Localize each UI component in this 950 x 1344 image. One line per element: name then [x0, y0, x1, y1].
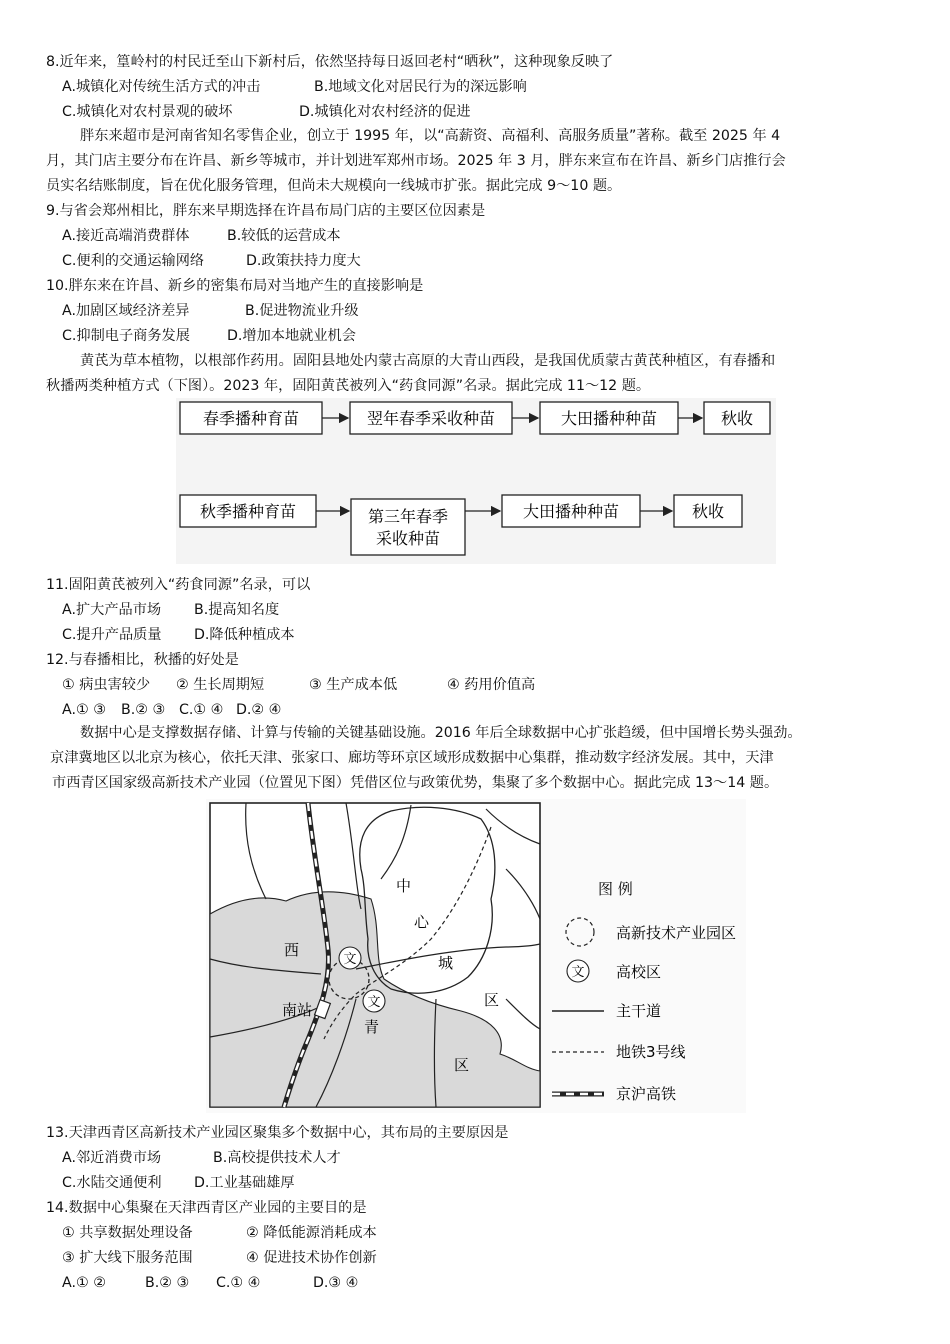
q12-statement-2: ② 生长周期短 — [176, 677, 265, 693]
q13-stem: 13.天津西青区高新技术产业园区聚集多个数据中心，其布局的主要原因是 — [46, 1125, 509, 1141]
spring-sowing-box — [180, 402, 322, 434]
legend-title: 图 例 — [598, 880, 633, 898]
q8-option-b[interactable]: B.地域文化对居民行为的深远影响 — [314, 79, 527, 95]
q14-options — [62, 1273, 358, 1293]
legend-hsr-label: 京沪高铁 — [616, 1085, 677, 1103]
svg-text:第三年春季: 第三年春季 — [367, 507, 449, 526]
q13-options-row1 — [62, 1148, 341, 1168]
svg-text:大田播种种苗: 大田播种种苗 — [560, 409, 658, 428]
q9-options-row1 — [62, 226, 341, 246]
q8-option-d[interactable]: D.城镇化对农村经济的促进 — [299, 104, 471, 120]
q10-option-c[interactable]: C.抑制电子商务发展 — [62, 328, 190, 344]
south-station-label: 南站 — [282, 1001, 313, 1019]
center-city-char-1: 中 — [396, 877, 412, 895]
passage1-line3: 员实名结账制度，旨在优化服务管理，但尚未大规模向一线城市扩张。据此完成 9～10 题。 — [46, 178, 622, 194]
astragalus-planting-flowchart — [176, 398, 776, 564]
q9-option-b[interactable]: B.较低的运营成本 — [227, 228, 341, 244]
q10-option-b[interactable]: B.促进物流业升级 — [245, 303, 359, 319]
q14-statement-2: ② 降低能源消耗成本 — [246, 1225, 377, 1241]
q13-options-row2 — [62, 1173, 295, 1193]
legend-metro-label: 地铁3号线 — [616, 1043, 686, 1061]
legend-road-label: 主干道 — [616, 1002, 662, 1020]
college-zone-marker — [339, 947, 361, 969]
center-city-char-3: 城 — [438, 954, 454, 972]
svg-text:秋收: 秋收 — [720, 409, 754, 428]
q10-stem: 10.胖东来在许昌、新乡的密集布局对当地产生的直接影响是 — [46, 278, 424, 294]
svg-text:文: 文 — [367, 995, 381, 1010]
q12-statement-4: ④ 药用价值高 — [447, 677, 536, 693]
q9-stem: 9.与省会郑州相比，胖东来早期选择在许昌布局门店的主要区位因素是 — [46, 203, 486, 219]
passage2-line2: 秋播两类种植方式（下图）。2023 年，固阳黄芪被列入“药食同源”名录。据此完成 11～12 题。 — [46, 378, 651, 394]
svg-text:春季播种育苗: 春季播种育苗 — [202, 409, 300, 428]
q11-options-row1 — [62, 600, 279, 620]
q11-stem: 11.固阳黄芪被列入“药食同源”名录，可以 — [46, 577, 311, 593]
passage1-line2: 月，其门店主要分布在许昌、新乡等城市，并计划进军郑州市场。2025 年 3 月，胖东来宣布在许昌、新乡门店推行会 — [46, 153, 786, 169]
q14-statement-1: ① 共享数据处理设备 — [62, 1225, 193, 1241]
q13-option-c[interactable]: C.水陆交通便利 — [62, 1175, 162, 1191]
legend-college-label: 高校区 — [616, 963, 662, 981]
q11-options-row2 — [62, 625, 295, 645]
q10-option-d[interactable]: D.增加本地就业机会 — [227, 328, 356, 344]
spring-autumn-harvest-box — [704, 402, 770, 434]
q13-option-a[interactable]: A.邻近消费市场 — [62, 1150, 162, 1166]
svg-text:文: 文 — [571, 965, 585, 980]
q11-option-a[interactable]: A.扩大产品市场 — [62, 602, 162, 618]
college-zone-marker — [363, 990, 385, 1012]
q14-statements-row1 — [62, 1223, 377, 1243]
autumn-sowing-box — [180, 495, 316, 527]
q9-option-c[interactable]: C.便利的交通运输网络 — [62, 253, 205, 269]
q12-options — [62, 700, 281, 720]
q9-option-a[interactable]: A.接近高端消费群体 — [62, 228, 190, 244]
q12-stem: 12.与春播相比，秋播的好处是 — [46, 652, 239, 668]
q12-statement-1: ① 病虫害较少 — [62, 677, 151, 693]
q11-option-b[interactable]: B.提高知名度 — [194, 602, 280, 618]
q12-option-d[interactable]: D.② ④ — [236, 702, 282, 718]
q13-option-b[interactable]: B.高校提供技术人才 — [213, 1150, 341, 1166]
svg-text:翌年春季采收种苗: 翌年春季采收种苗 — [366, 409, 496, 428]
q10-options-row1 — [62, 301, 359, 321]
q13-option-d[interactable]: D.工业基础雄厚 — [194, 1175, 295, 1191]
svg-text:秋季播种育苗: 秋季播种育苗 — [199, 502, 297, 521]
q8-options-row1 — [62, 77, 527, 97]
q8-stem: 8.近年来，篁岭村的村民迁至山下新村后，依然坚持每日返回老村“晒秋”，这种现象反映了 — [46, 54, 614, 70]
passage3-line2: 京津冀地区以北京为核心，依托天津、张家口、廊坊等环京区域形成数据中心集群，推动数字经济发展。其中，天津 — [50, 750, 774, 766]
xiqing-char-3: 区 — [454, 1056, 470, 1074]
spring-next-year-harvest-box — [350, 402, 512, 434]
q14-statement-3: ③ 扩大线下服务范围 — [62, 1250, 193, 1266]
q14-stem: 14.数据中心集聚在天津西青区产业园的主要目的是 — [46, 1200, 367, 1216]
xiqing-char-1: 西 — [284, 941, 300, 959]
q14-option-c[interactable]: C.① ④ — [216, 1275, 261, 1291]
q11-option-c[interactable]: C.提升产品质量 — [62, 627, 162, 643]
autumn-field-sowing-box — [502, 495, 640, 527]
xiqing-char-2: 青 — [364, 1018, 380, 1036]
q8-option-a[interactable]: A.城镇化对传统生活方式的冲击 — [62, 79, 261, 95]
q11-option-d[interactable]: D.降低种植成本 — [194, 627, 295, 643]
q8-option-c[interactable]: C.城镇化对农村景观的破坏 — [62, 104, 233, 120]
q14-option-d[interactable]: D.③ ④ — [313, 1275, 359, 1291]
q12-option-c[interactable]: C.① ④ — [179, 702, 224, 718]
q14-option-a[interactable]: A.① ② — [62, 1275, 106, 1291]
q9-option-d[interactable]: D.政策扶持力度大 — [246, 253, 361, 269]
passage3-line1: 数据中心是支撑数据存储、计算与传输的关键基础设施。2016 年后全球数据中心扩张趋缓，但中国增长势头强劲。 — [80, 725, 802, 741]
passage2-line1: 黄芪为草本植物，以根部作药用。固阳县地处内蒙古高原的大青山西段，是我国优质蒙古黄芪种植区，有春播和 — [80, 353, 776, 369]
q10-option-a[interactable]: A.加剧区域经济差异 — [62, 303, 190, 319]
q14-statement-4: ④ 促进技术协作创新 — [246, 1250, 377, 1266]
center-city-char-2: 心 — [414, 913, 430, 931]
center-city-char-4: 区 — [484, 991, 500, 1009]
autumn-third-year-harvest-box — [351, 499, 465, 555]
svg-text:采收种苗: 采收种苗 — [375, 529, 441, 548]
svg-text:秋收: 秋收 — [691, 502, 725, 521]
q12-option-b[interactable]: B.② ③ — [121, 702, 166, 718]
q12-option-a[interactable]: A.① ③ — [62, 702, 106, 718]
q12-statements — [62, 675, 535, 695]
q10-options-row2 — [62, 326, 356, 346]
q8-options-row2 — [62, 102, 471, 122]
q12-statement-3: ③ 生产成本低 — [309, 677, 398, 693]
tianjin-xiqing-map — [206, 799, 746, 1113]
svg-text:文: 文 — [343, 952, 357, 967]
autumn-harvest-box — [674, 495, 742, 527]
passage1-line1: 胖东来超市是河南省知名零售企业，创立于 1995 年，以“高薪资、高福利、高服务质量”著称。截至 2025 年 4 — [80, 128, 781, 144]
spring-field-sowing-box — [540, 402, 678, 434]
passage3-line3: 市西青区国家级高新技术产业园（位置见下图）凭借区位与政策优势，集聚了多个数据中心。据此完成 13～14 题。 — [52, 775, 779, 791]
q9-options-row2 — [62, 251, 361, 271]
q14-statements-row2 — [62, 1248, 377, 1268]
q14-option-b[interactable]: B.② ③ — [145, 1275, 190, 1291]
legend-park-label: 高新技术产业园区 — [616, 924, 737, 942]
svg-text:大田播种种苗: 大田播种种苗 — [522, 502, 620, 521]
